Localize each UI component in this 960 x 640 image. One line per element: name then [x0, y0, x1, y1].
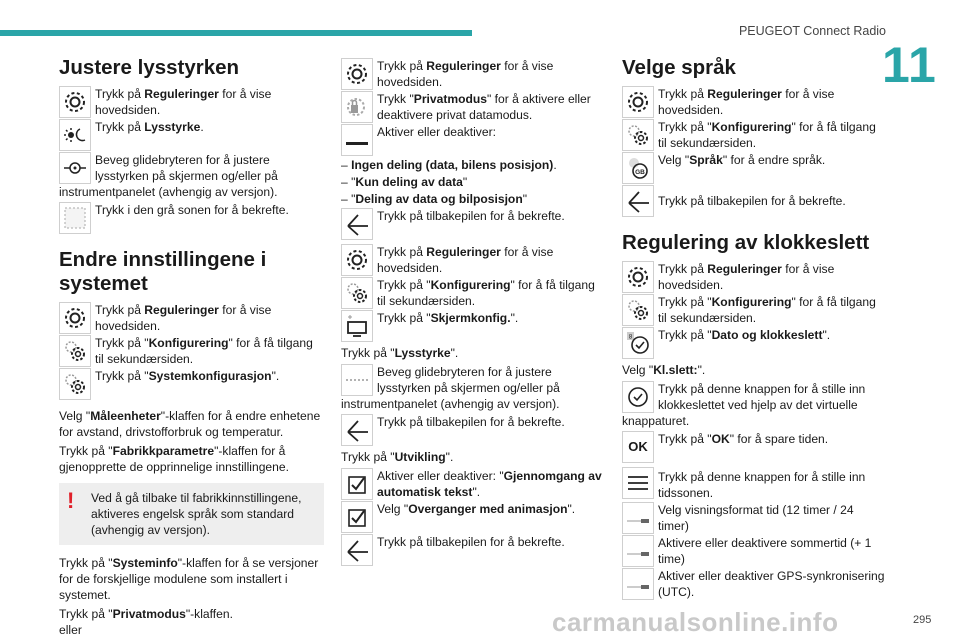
paragraph-clock: Velg "Kl.slett:".	[622, 363, 706, 377]
checkbox-icon	[341, 468, 373, 500]
settings-gear-icon	[622, 86, 654, 118]
column-middle	[341, 58, 606, 567]
step-slider-2: Beveg glidebryteren for å justere lysstyrken på skjermen og/eller på instrumentpanelet (avhengig av versjon).	[341, 365, 560, 411]
step-settings-4: Trykk på Reguleringer for å vise hovedsiden.	[341, 244, 606, 276]
step-configuration-2: Trykk på "Konfigurering" for å få tilgang til sekundærsiden.	[341, 277, 606, 309]
grey-zone-icon	[59, 202, 91, 234]
heading-system-settings: Endre innstillingene i systemet	[59, 248, 267, 295]
configuration-gears-icon	[622, 294, 654, 326]
step-toggle: Aktiver eller deaktiver:	[341, 124, 606, 156]
step-date-time: 8 Trykk på "Dato og klokkeslett".	[622, 327, 887, 359]
brightness-icon	[59, 119, 91, 151]
settings-gear-icon	[622, 261, 654, 293]
step-back-4: Trykk på tilbakepilen for å bekrefte.	[622, 185, 887, 217]
settings-gear-icon	[59, 302, 91, 334]
back-arrow-icon	[341, 534, 373, 566]
step-slider: Beveg glidebryteren for å justere lysstyrken på skjermen og/eller på instrumentpanelet (avhengig av versjon).	[59, 153, 278, 199]
language-icon	[622, 152, 654, 184]
paragraph-factory: Trykk på "Fabrikkparametre"-klaffen for å gjenopprette de opprinnelige innstillingene.	[59, 444, 289, 474]
step-back-3: Trykk på tilbakepilen for å bekrefte.	[341, 534, 606, 566]
ok-button-icon: OK	[622, 431, 654, 463]
menu-icon	[622, 467, 654, 499]
settings-gear-icon	[59, 86, 91, 118]
step-settings: Trykk på Reguleringer for å vise hovedsiden.	[59, 86, 324, 118]
language-badge: GB	[635, 169, 645, 176]
step-settings-2: Trykk på Reguleringer for å vise hovedsiden.	[59, 302, 324, 334]
checkbox-icon	[341, 501, 373, 533]
warning-box	[59, 483, 324, 545]
page-number: 295	[913, 614, 932, 626]
step-back: Trykk på tilbakepilen for å bekrefte.	[341, 208, 606, 240]
back-arrow-icon	[341, 208, 373, 240]
paragraph-development: Trykk på "Utvikling".	[341, 450, 454, 464]
step-gps-sync: Aktiver eller deaktiver GPS-synkronisering (UTC).	[622, 568, 887, 600]
step-system-config: Trykk på "Systemkonfigurasjon".	[59, 368, 324, 400]
screen-config-icon	[341, 310, 373, 342]
paragraph-or: eller	[59, 623, 82, 637]
header-brand: PEUGEOT Connect Radio	[738, 24, 886, 38]
clock-icon	[622, 327, 654, 359]
watermark: carmanualsonline.info	[552, 607, 839, 637]
step-ok: OK Trykk på "OK" for å spare tiden.	[622, 431, 887, 463]
back-arrow-icon	[341, 414, 373, 446]
toggle-icon	[622, 568, 654, 600]
clock-badge: 8	[628, 334, 633, 341]
paragraph-privacy: Trykk på "Privatmodus"-klaffen.	[59, 607, 233, 621]
header-accent-bar	[0, 30, 472, 36]
step-settings-6: Trykk på Reguleringer for å vise hovedsiden.	[622, 261, 887, 293]
slider-icon	[341, 364, 373, 396]
privacy-gear-icon	[341, 91, 373, 123]
heading-brightness: Justere lysstyrken	[59, 56, 240, 79]
warning-icon: !	[67, 488, 75, 513]
settings-gear-icon	[341, 244, 373, 276]
step-language: GB Velg "Språk" for å endre språk.	[622, 152, 887, 184]
step-confirm-grey: Trykk i den grå sonen for å bekrefte.	[59, 202, 324, 234]
step-animations: Velg "Overganger med animasjon".	[341, 501, 606, 533]
configuration-gears-icon	[59, 368, 91, 400]
option-data-only: – "Kun deling av data"	[341, 175, 468, 189]
step-time-format: Velg visningsformat tid (12 timer / 24 timer)	[622, 502, 887, 534]
configuration-gears-icon	[622, 119, 654, 151]
step-back-2: Trykk på tilbakepilen for å bekrefte.	[341, 414, 606, 446]
step-timezone: Trykk på denne knappen for å stille inn tidssonen.	[622, 467, 887, 501]
step-dst: Aktivere eller deaktivere sommertid (+ 1 time)	[622, 535, 887, 567]
option-data-position: – "Deling av data og bilposisjon"	[341, 192, 528, 206]
check-circle-icon	[622, 381, 654, 413]
option-no-sharing: – Ingen deling (data, bilens posisjon).	[341, 158, 557, 172]
heading-language: Velge språk	[622, 56, 736, 79]
step-settings-5: Trykk på Reguleringer for å vise hovedsiden.	[622, 86, 887, 118]
step-virtual-keypad: Trykk på denne knappen for å stille inn klokkeslettet ved hjelp av det virtuelle knappaturet.	[622, 382, 866, 428]
configuration-gears-icon	[59, 335, 91, 367]
toggle-icon	[622, 535, 654, 567]
step-configuration-4: Trykk på "Konfigurering" for å få tilgang til sekundærsiden.	[622, 294, 887, 326]
heading-clock: Regulering av klokkeslett	[622, 231, 870, 254]
configuration-gears-icon	[341, 277, 373, 309]
step-screen-config: Trykk på "Skjermkonfig.".	[341, 310, 606, 342]
step-configuration: Trykk på "Konfigurering" for å få tilgang til sekundærsiden.	[59, 335, 324, 367]
step-auto-text: Aktiver eller deaktiver: "Gjennomgang av automatisk tekst".	[341, 468, 606, 500]
column-left	[59, 52, 324, 638]
chapter-number: 11	[882, 37, 937, 93]
settings-gear-icon	[341, 58, 373, 90]
step-privacy: Trykk "Privatmodus" for å aktivere eller deaktivere privat datamodus.	[341, 91, 606, 123]
slider-icon	[59, 152, 91, 184]
paragraph-units: Velg "Måleenheter"-klaffen for å endre enhetene for avstand, drivstofforbruk og temperatur.	[59, 409, 321, 439]
step-brightness: Trykk på Lysstyrke.	[59, 119, 324, 151]
step-settings-3: Trykk på Reguleringer for å vise hovedsiden.	[341, 58, 606, 90]
column-right	[622, 52, 887, 601]
paragraph-systeminfo: Trykk på "Systeminfo"-klaffen for å se versjoner for de forskjellige modulene som installert i systemet.	[59, 556, 319, 602]
back-arrow-icon	[622, 185, 654, 217]
toggle-bar-icon	[341, 124, 373, 156]
warning-text: Ved å gå tilbake til fabrikkinnstillingene, aktiveres engelsk språk som standard (avhengig av versjon).	[91, 491, 302, 537]
toggle-icon	[622, 502, 654, 534]
step-configuration-3: Trykk på "Konfigurering" for å få tilgang til sekundærsiden.	[622, 119, 887, 151]
paragraph-brightness: Trykk på "Lysstyrke".	[341, 346, 459, 360]
